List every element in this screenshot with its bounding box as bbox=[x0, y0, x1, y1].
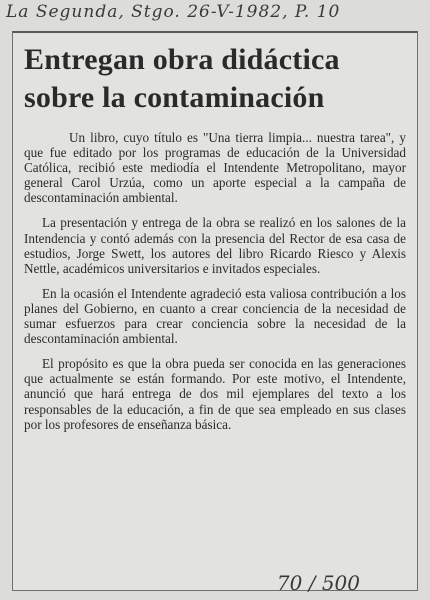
article-headline bbox=[24, 41, 406, 117]
handwritten-price-note: 70 / 500 bbox=[276, 571, 360, 595]
article-paragraph: El propósito es que la obra pueda ser conocida en las generaciones que actualmente se están formando. Por este motivo, el Intendente, anunció que hará entrega de dos mil ejemplares del texto a los responsables de la educación, a fin de que sea empleado en sus clases por los profesores de enseñanza básica. bbox=[24, 356, 406, 432]
handwritten-source-annotation: La Segunda, Stgo. 26-V-1982, P. 10 bbox=[6, 2, 341, 22]
article-paragraph: Un libro, cuyo título es "Una tierra limpia... nuestra tarea", y que fue editado por los programas de educación de la Universidad Católica, recibió este mediodía el Intendente Metropolitano, mayor general Carol Urzúa, como un aporte especial a la campaña de descontaminación ambiental. bbox=[24, 130, 406, 206]
article-body bbox=[24, 130, 406, 432]
article-paragraph: En la ocasión el Intendente agradeció esta valiosa contribución a los planes del Gobierno, en cuanto a crear conciencia de la necesidad de sumar esfuerzos para crear conciencia sobre la necesidad de la descontaminación ambiental. bbox=[24, 285, 406, 347]
headline-line-1: Entregan obra didáctica bbox=[24, 43, 340, 76]
newspaper-clipping bbox=[12, 31, 418, 591]
article-paragraph: La presentación y entrega de la obra se realizó en los salones de la Intendencia y contó además con la presencia del Rector de esa casa de estudios, Jorge Swett, los autores del libro Ricardo Riesco y Alexis Nettle, académicos universitarios e invitados especiales. bbox=[24, 215, 406, 276]
headline-line-2: sobre la contaminación bbox=[24, 81, 325, 114]
